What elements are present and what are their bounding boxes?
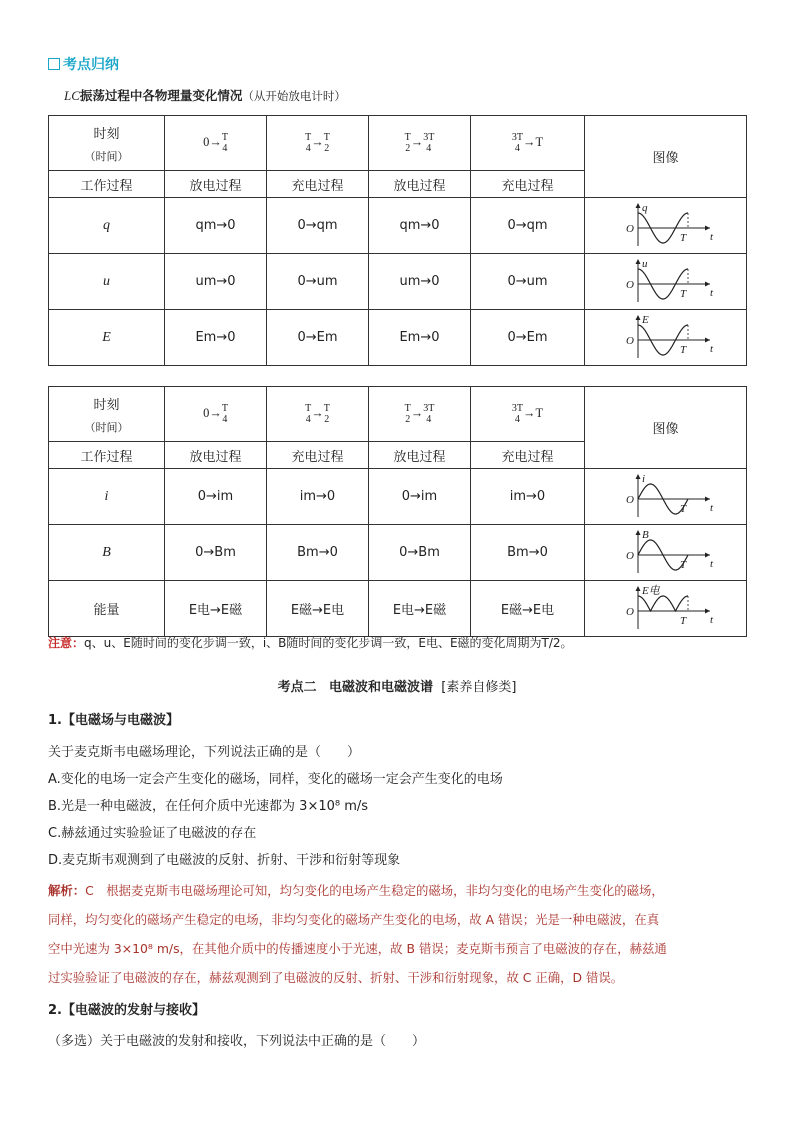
table-cell: 0→qm [267,198,369,254]
y-axis-label: q [641,201,647,214]
table-row [49,254,747,310]
section-heading: 考点归纳 [48,54,119,74]
y-axis-arrow [635,259,640,264]
question-2-heading: 2.【电磁波的发射与接收】 [48,1003,205,1018]
row-label: 能量 [49,581,165,637]
table-cell: um→0 [369,254,471,310]
waveform-graph [585,581,747,637]
option-d: D.麦克斯韦观测到了电磁波的反射、折射、干涉和衍射等现象 [48,853,401,868]
table-row [49,469,747,525]
y-axis-label: E电 [641,584,660,597]
period-3: T 2 → 3T 4 [369,116,471,171]
period-label: T [679,287,686,300]
period-label: T [679,558,686,571]
table-cell: 0→im [369,469,471,525]
t-axis-arrow [705,496,710,501]
image-header: 图像 [585,116,747,198]
period-4: 3T 4 →T [471,116,585,171]
time-header: 时刻 （时间） [49,387,165,442]
period-label: T [679,231,686,244]
t-label: t [709,613,713,626]
table-cell: E磁→E电 [471,581,585,637]
table-row [49,581,747,637]
y-axis-arrow [635,203,640,208]
table-row [49,525,747,581]
process-1: 放电过程 [165,442,267,469]
table-cell: 0→Bm [369,525,471,581]
table-cell: E电→E磁 [369,581,471,637]
row-label: B [49,525,165,581]
waveform-svg [618,313,714,363]
period-4: 3T 4 →T [471,387,585,442]
process-4: 充电过程 [471,171,585,198]
table-cell: 0→um [471,254,585,310]
table-cell: 0→Em [267,310,369,366]
y-axis-label: i [641,472,645,485]
waveform-graph [585,469,747,525]
table-cell: 0→qm [471,198,585,254]
y-axis-arrow [635,586,640,591]
row-label: q [49,198,165,254]
table-cell: qm→0 [369,198,471,254]
t-axis-arrow [705,337,710,342]
period-label: T [679,343,686,356]
process-1: 放电过程 [165,171,267,198]
option-b: B.光是一种电磁波，在任何介质中光速都为 3×10⁸ m/s [48,799,369,814]
question-1-stem: 关于麦克斯韦电磁场理论，下列说法正确的是（ ） [48,745,361,760]
option-c: C.赫兹通过实验验证了电磁波的存在 [48,826,257,841]
origin-label: O [625,278,634,291]
period-label: T [679,614,686,627]
process-3: 放电过程 [369,442,471,469]
y-axis-label: E [641,313,649,326]
table-cell: qm→0 [165,198,267,254]
table-cell: Bm→0 [267,525,369,581]
table-cell: im→0 [471,469,585,525]
period-label: T [679,502,686,515]
checkbox-icon [48,58,60,70]
origin-label: O [625,549,634,562]
table-row [49,310,747,366]
period-1: 0→ T 4 [165,387,267,442]
waveform-svg [618,201,714,251]
t-axis-arrow [705,552,710,557]
table-cell: um→0 [165,254,267,310]
section-title: 考点二 电磁波和电磁波谱 [素养自修类] [277,680,517,695]
waveform-curve [638,596,688,611]
process-header: 工作过程 [49,171,165,198]
y-axis-label: u [641,257,647,270]
process-header: 工作过程 [49,442,165,469]
t-axis-arrow [705,281,710,286]
t-axis-arrow [705,225,710,230]
process-3: 放电过程 [369,171,471,198]
table-cell: Em→0 [165,310,267,366]
y-axis-label: B [641,528,649,541]
question-1-heading: 1.【电磁场与电磁波】 [48,713,179,728]
table-row [49,198,747,254]
period-3: T 2 → 3T 4 [369,387,471,442]
row-label: u [49,254,165,310]
table-cell: 0→Bm [165,525,267,581]
origin-label: O [625,222,634,235]
table-cell: E磁→E电 [267,581,369,637]
waveform-svg [618,528,714,578]
process-4: 充电过程 [471,442,585,469]
table-cell: 0→im [165,469,267,525]
waveform-svg [618,472,714,522]
waveform-graph [585,254,747,310]
origin-label: O [625,493,634,506]
t-label: t [709,286,713,299]
origin-label: O [625,334,634,347]
table-cell: 0→um [267,254,369,310]
origin-label: O [625,605,634,618]
process-2: 充电过程 [267,442,369,469]
process-2: 充电过程 [267,171,369,198]
option-a: A.变化的电场一定会产生变化的磁场，同样，变化的磁场一定会产生变化的电场 [48,772,503,787]
table-cell: im→0 [267,469,369,525]
t-label: t [709,342,713,355]
table-subtitle: LC振荡过程中各物理量变化情况（从开始放电计时） [64,88,346,103]
lc-table-current [48,386,747,637]
t-label: t [709,501,713,514]
table-cell: Em→0 [369,310,471,366]
analysis: 解析：C 根据麦克斯韦电磁场理论可知，均匀变化的电场产生稳定的磁场，非均匀变化的电场产生变化的磁场， 同样，均匀变化的磁场产生稳定的电场，非均匀变化的磁场产生变化的电场，故 A 错误；光是一种电磁波，在真 空中光速为 3×10⁸ m/s，在其他介质中的传播速度小于光速，故 B 错误；麦克斯韦预言了电磁波的存在，赫兹通 过实验验证了电磁波的存在，赫兹观测到了电磁波的反射、折射、干涉和衍射现象，故 C 正确，D 错误。 [48,883,667,985]
table-cell: 0→Em [471,310,585,366]
question-2-stem: （多选）关于电磁波的发射和接收，下列说法中正确的是（ ） [48,1034,426,1049]
notice: 注意：q、u、E随时间的变化步调一致，i、B随时间的变化步调一致，E电、E磁的变化周期为T/2。 [48,636,573,650]
row-label: E [49,310,165,366]
row-label: i [49,469,165,525]
y-axis-arrow [635,315,640,320]
period-1: 0→ T 4 [165,116,267,171]
waveform-svg [618,257,714,307]
image-header: 图像 [585,387,747,469]
waveform-svg [618,584,714,634]
t-axis-arrow [705,608,710,613]
y-axis-arrow [635,474,640,479]
y-axis-arrow [635,530,640,535]
waveform-graph [585,198,747,254]
t-label: t [709,230,713,243]
t-label: t [709,557,713,570]
waveform-graph [585,310,747,366]
lc-table-charge [48,115,747,366]
waveform-graph [585,525,747,581]
period-2: T 4 → T 2 [267,116,369,171]
time-header: 时刻 （时间） [49,116,165,171]
table-cell: Bm→0 [471,525,585,581]
period-2: T 4 → T 2 [267,387,369,442]
table-cell: E电→E磁 [165,581,267,637]
